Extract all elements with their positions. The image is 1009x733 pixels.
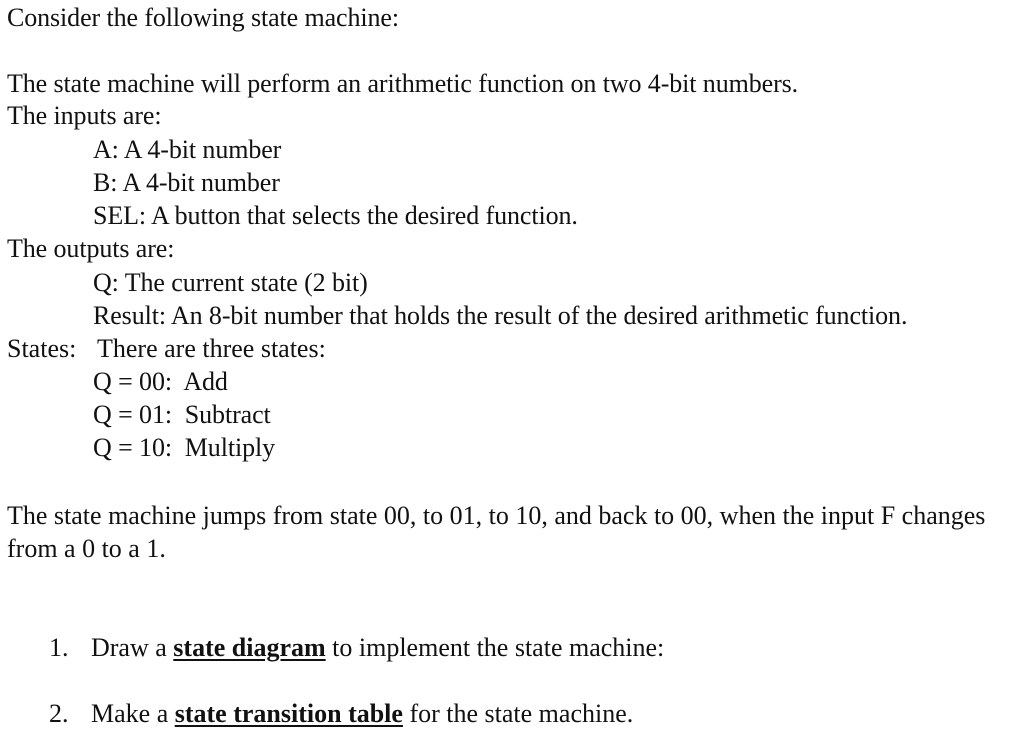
inputs-heading: The inputs are:	[7, 101, 162, 130]
states-heading: There are three states:	[97, 334, 326, 363]
description-text: The state machine will perform an arithmetic function on two 4-bit numbers.	[7, 69, 799, 98]
state-code: Q = 01:	[93, 400, 172, 429]
state-item-add	[93, 365, 228, 398]
state-item-multiply	[93, 431, 275, 464]
task-suffix: for the state machine.	[402, 699, 634, 728]
input-item-b: B: A 4-bit number	[93, 168, 280, 197]
transition-text: The state machine jumps from state 00, to 01, to 10, and back to 00, when the input F changes from a 0 to a 1.	[7, 501, 986, 563]
output-item-result: Result: An 8-bit number that holds the result of the desired arithmetic function.	[93, 301, 908, 330]
task-item-state-transition-table	[49, 697, 633, 730]
state-code: Q = 10:	[93, 433, 172, 462]
task-suffix: to implement the state machine:	[325, 633, 665, 662]
task-emphasis: state transition table	[174, 699, 403, 728]
state-name: Subtract	[184, 400, 271, 429]
task-prefix: Make a	[91, 699, 175, 728]
states-label: States:	[7, 334, 77, 363]
outputs-heading: The outputs are:	[7, 234, 175, 263]
task-prefix: Draw a	[91, 633, 174, 662]
state-name: Multiply	[184, 433, 275, 462]
input-item-sel: SEL: A button that selects the desired function.	[93, 201, 578, 230]
task-emphasis: state diagram	[173, 633, 326, 662]
state-name: Add	[183, 367, 228, 396]
intro-text: Consider the following state machine:	[7, 3, 399, 32]
task-number: 1.	[49, 633, 69, 662]
output-item-q: Q: The current state (2 bit)	[93, 268, 368, 297]
state-item-subtract	[93, 398, 271, 431]
state-code: Q = 00:	[93, 367, 172, 396]
input-item-a: A: A 4-bit number	[93, 135, 282, 164]
task-number: 2.	[49, 699, 69, 728]
task-item-state-diagram	[49, 631, 664, 664]
